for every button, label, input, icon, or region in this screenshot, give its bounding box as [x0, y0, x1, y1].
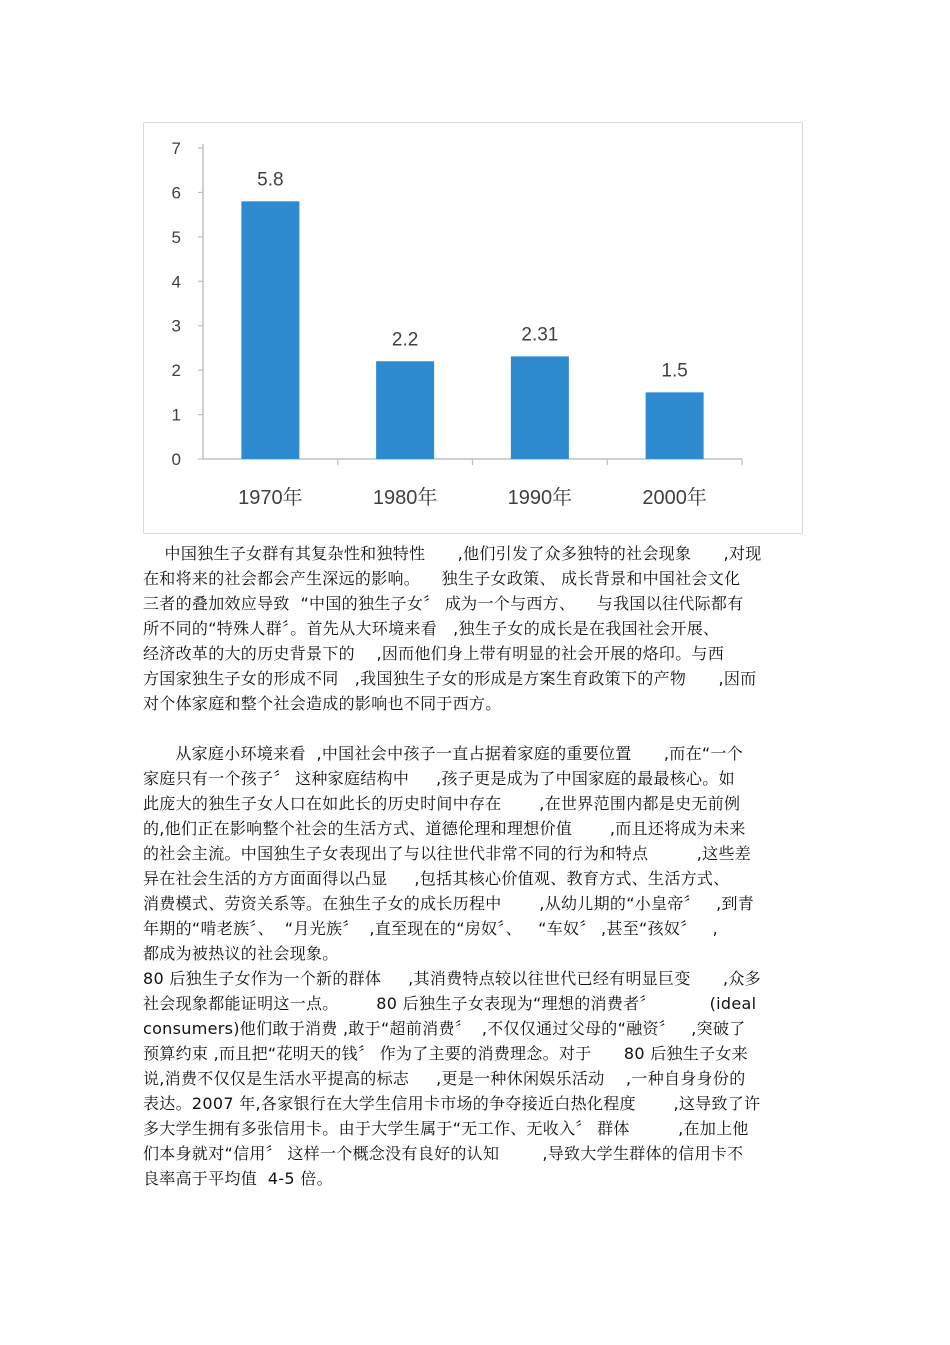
paragraph-1 [143, 541, 808, 716]
bar-chart [143, 122, 803, 534]
paragraph-line: 对个体家庭和整个社会造成的影响也不同于西方。 [143, 694, 502, 713]
data-label: 2.31 [521, 324, 559, 346]
bar [646, 392, 704, 459]
paragraph-line: 社会现象都能证明这一点。 80 后独生子女表现为“理想的消费者〞 (ideal [143, 994, 757, 1013]
paragraph-line: 80 后独生子女作为一个新的群体 ,其消费特点较以往世代已经有明显巨变 ,众多 [143, 969, 761, 988]
paragraph-line: 中国独生子女群有其复杂性和独特性 ,他们引发了众多独特的社会现象 ,对现 [143, 544, 762, 563]
paragraph-line: consumers)他们敢于消费 ,敢于“超前消费〞 ,不仅仅通过父母的“融资〞 ,突破了 [143, 1019, 746, 1038]
bar [241, 201, 299, 459]
paragraph-line: 良率高于平均值 4-5 倍。 [143, 1169, 333, 1188]
paragraph-line: 方国家独生子女的形成不同 ,我国独生子女的形成是方案生育政策下的产物 ,因而 [143, 669, 757, 688]
paragraph-line: 的社会主流。中国独生子女表现出了与以往世代非常不同的行为和特点 ,这些差 [143, 844, 752, 863]
y-tick-label: 2 [171, 361, 181, 381]
paragraph-line: 的,他们正在影响整个社会的生活方式、道德伦理和理想价值 ,而且还将成为未来 [143, 819, 746, 838]
paragraph-line: 表达。2007 年,各家银行在大学生信用卡市场的争夺接近白热化程度 ,这导致了许 [143, 1094, 761, 1113]
y-tick-label: 3 [171, 316, 181, 336]
paragraph-line: 都成为被热议的社会现象。 [143, 944, 339, 963]
paragraph-2 [143, 741, 808, 966]
paragraph-line: 家庭只有一个孩子〞 这种家庭结构中 ,孩子更是成为了中国家庭的最最核心。如 [143, 769, 735, 788]
data-label: 5.8 [257, 169, 284, 191]
bar [376, 361, 434, 459]
y-tick-label: 0 [171, 450, 181, 469]
data-label: 2.2 [391, 329, 419, 351]
y-tick-label: 6 [171, 183, 181, 203]
paragraph-3 [143, 966, 808, 1191]
paragraph-line: 此庞大的独生子女人口在如此长的历史时间中存在 ,在世界范围内都是史无前例 [143, 794, 741, 813]
y-tick-label: 7 [171, 139, 181, 158]
paragraph-line: 年期的“啃老族〞、 “月光族〞 ,直至现在的“房奴〞、 “车奴〞 ,甚至“孩奴〞 , [143, 919, 719, 938]
bar-chart-svg [144, 123, 802, 533]
paragraph-line: 所不同的“特殊人群〞。首先从大环境来看 ,独生子女的成长是在我国社会开展、 [143, 619, 720, 638]
paragraph-line: 说,消费不仅仅是生活水平提高的标志 ,更是一种休闲娱乐活动 ,一种自身身份的 [143, 1069, 746, 1088]
data-label: 1.5 [661, 360, 688, 382]
paragraph-line: 多大学生拥有多张信用卡。由于大学生属于“无工作、无收入〞 群体 ,在加上他 [143, 1119, 749, 1138]
bar [511, 356, 569, 459]
paragraph-line: 们本身就对“信用〞 这样一个概念没有良好的认知 ,导致大学生群体的信用卡不 [143, 1144, 744, 1163]
y-tick-label: 5 [171, 227, 181, 247]
x-tick-label: 1990年 [507, 487, 573, 509]
paragraph-line: 预算约束 ,而且把“花明天的钱〞 作为了主要的消费理念。对于 80 后独生子女来 [143, 1044, 749, 1063]
paragraph-line: 消费模式、劳资关系等。在独生子女的成长历程中 ,从幼儿期的“小皇帝〞 ,到青 [143, 894, 755, 913]
y-tick-label: 1 [171, 405, 181, 425]
x-tick-label: 2000年 [642, 487, 707, 509]
paragraph-line: 在和将来的社会都会产生深远的影响。 独生子女政策、 成长背景和中国社会文化 [143, 569, 741, 588]
x-tick-label: 1980年 [372, 487, 438, 509]
paragraph-line: 异在社会生活的方方面面得以凸显 ,包括其核心价值观、教育方式、生活方式、 [143, 869, 730, 888]
x-tick-label: 1970年 [238, 487, 303, 509]
paragraph-line: 从家庭小环境来看 ,中国社会中孩子一直占据着家庭的重要位置 ,而在“一个 [143, 744, 744, 763]
paragraph-line: 三者的叠加效应导致 “中国的独生子女〞 成为一个与西方、 与我国以往代际都有 [143, 594, 744, 613]
paragraph-line: 经济改革的大的历史背景下的 ,因而他们身上带有明显的社会开展的烙印。与西 [143, 644, 725, 663]
y-tick-label: 4 [171, 272, 181, 292]
